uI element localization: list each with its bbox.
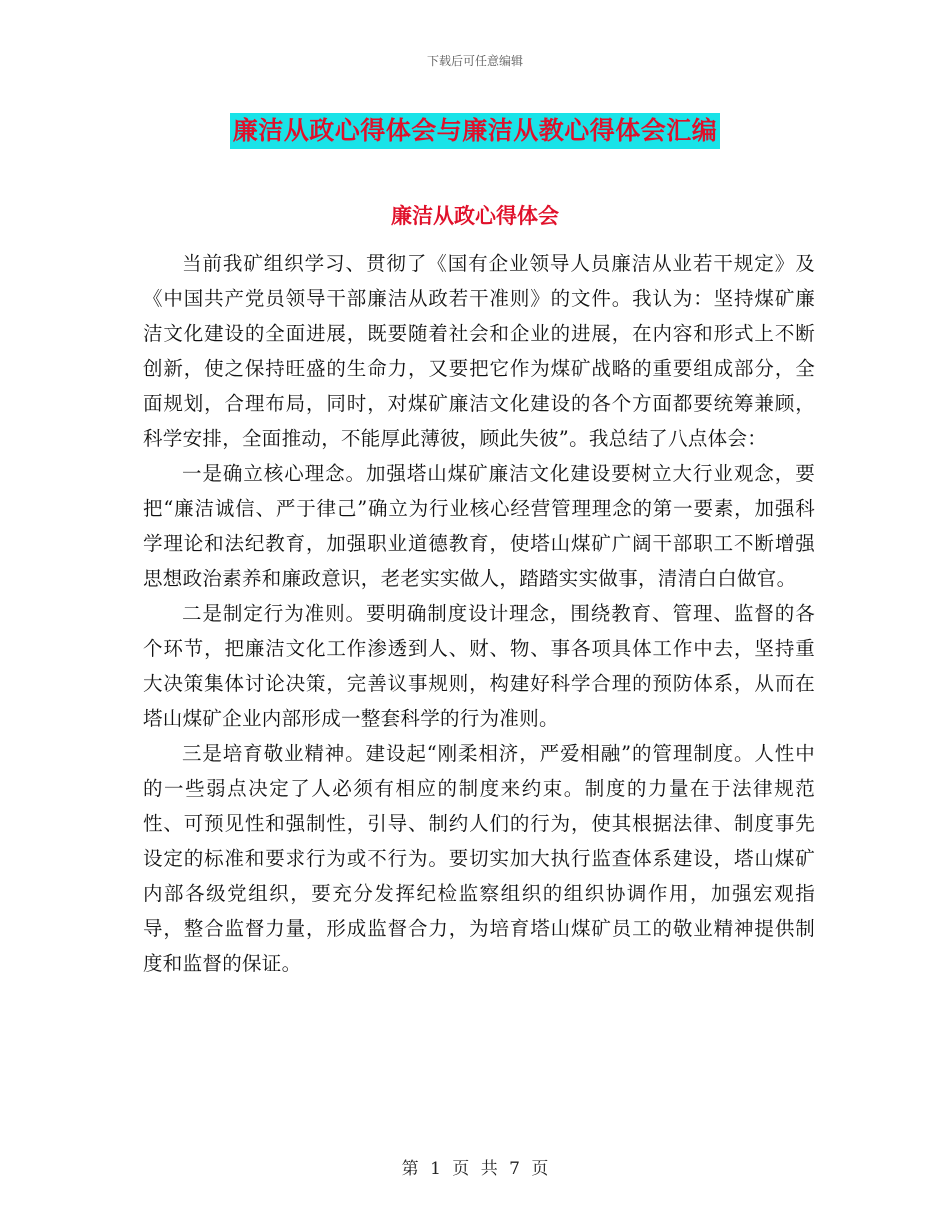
main-title: 廉洁从政心得体会与廉洁从教心得体会汇编 bbox=[230, 113, 721, 149]
header-note: 下载后可任意编辑 bbox=[426, 54, 523, 68]
page-footer: 第 1 页 共 7 页 bbox=[401, 1159, 549, 1179]
paragraph-point-3: 三是培育敬业精神。建设起“刚柔相济，严爱相融”的管理制度。人性中的一些弱点决定了人必须有相应的制度来约束。制度的力量在于法律规范性、可预见性和强制性，引导、制约人们的行为，使其根据法律、制度事先设定的标准和要求行为或不行为。要切实加大执行监查体系建设，塔山煤矿内部各级党组织，要充分发挥纪检监察组织的组织协调作用，加强宏观指导，整合监督力量，形成监督合力，为培育塔山煤矿员工的敬业精神提供制度和监督的保证。 bbox=[143, 742, 815, 975]
paragraph-point-1: 一是确立核心理念。加强塔山煤矿廉洁文化建设要树立大行业观念，要把“廉洁诚信、严于律己”确立为行业核心经营管理理念的第一要素，加强科学理论和法纪教育，加强职业道德教育，使塔山煤矿广阔干部职工不断增强思想政治素养和廉政意识，老老实实做人，踏踏实实做事，清清白白做官。 bbox=[143, 462, 815, 590]
main-title-container bbox=[0, 113, 950, 149]
body-text bbox=[143, 246, 815, 981]
paragraph-point-2: 二是制定行为准则。要明确制度设计理念，围绕教育、管理、监督的各个环节，把廉洁文化工作渗透到人、财、物、事各项具体工作中去，坚持重大决策集体讨论决策，完善议事规则，构建好科学合理的预防体系，从而在塔山煤矿企业内部形成一整套科学的行为准则。 bbox=[143, 602, 815, 730]
paragraph-intro: 当前我矿组织学习、贯彻了《国有企业领导人员廉洁从业若干规定》及《中国共产党员领导干部廉洁从政若干准则》的文件。我认为：坚持煤矿廉洁文化建设的全面进展，既要随着社会和企业的进展，在内容和形式上不断创新，使之保持旺盛的生命力，又要把它作为煤矿战略的重要组成部分，全面规划，合理布局，同时，对煤矿廉洁文化建设的各个方面都要统筹兼顾，科学安排，全面推动，不能厚此薄彼，顾此失彼”。我总结了八点体会： bbox=[143, 252, 815, 450]
section-title: 廉洁从政心得体会 bbox=[391, 203, 559, 228]
